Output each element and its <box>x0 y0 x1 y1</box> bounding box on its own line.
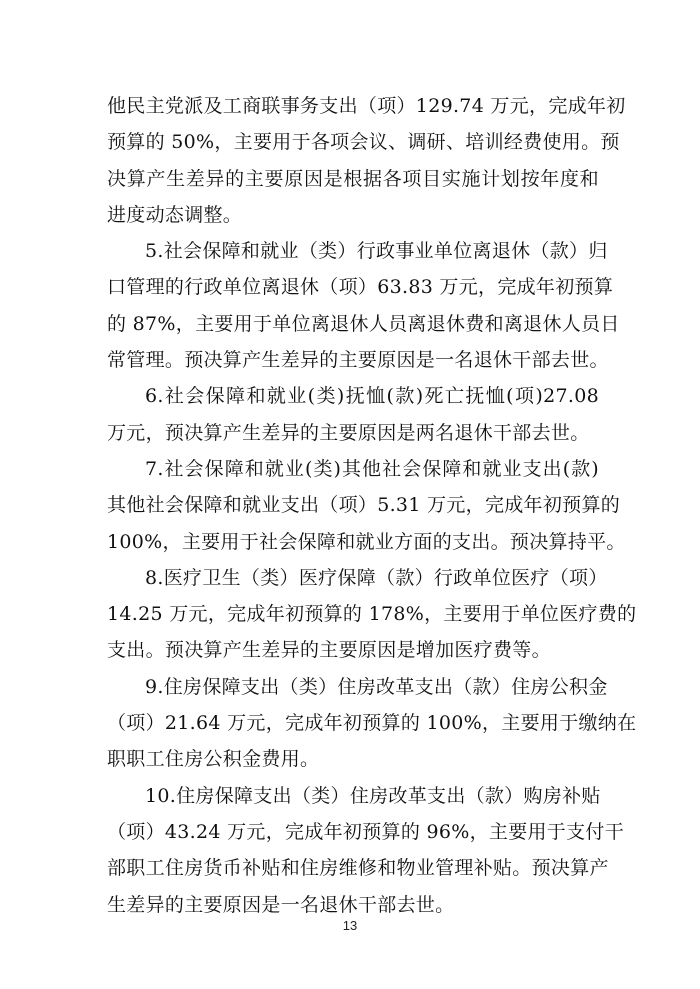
text-line: 7.社会保障和就业(类)其他社会保障和就业支出(款) <box>145 457 599 480</box>
paragraph-item-10 <box>107 778 625 923</box>
text-line: 预算的 50%，主要用于各项会议、调研、培训经费使用。预 <box>107 131 620 154</box>
text-line: 生差异的主要原因是一名退休干部去世。 <box>107 893 455 916</box>
paragraph-item-7 <box>107 451 626 560</box>
text-line: 的 87%，主要用于单位离退休人员离退休费和离退休人员日 <box>107 312 620 335</box>
text-line: 9.住房保障支出（类）住房改革支出（款）住房公积金 <box>145 675 608 698</box>
text-line: 口管理的行政单位离退休（项）63.83 万元，完成年初预算 <box>107 276 614 299</box>
text-line: 常管理。预决算产生差异的主要原因是一名退休干部去世。 <box>107 349 609 372</box>
page-number: 13 <box>342 918 358 933</box>
text-line: 100%，主要用于社会保障和就业方面的支出。预决算持平。 <box>107 530 626 553</box>
text-line: 14.25 万元，完成年初预算的 178%，主要用于单位医疗费的 <box>107 603 637 626</box>
text-line: 10.住房保障支出（类）住房改革支出（款）购房补贴 <box>145 784 601 807</box>
paragraph-item-5 <box>107 233 620 378</box>
body-text <box>107 88 637 923</box>
text-line: 5.社会保障和就业（类）行政事业单位离退休（款）归 <box>145 240 608 263</box>
text-line: 6.社会保障和就业(类)抚恤(款)死亡抚恤(项)27.08 <box>145 385 599 408</box>
text-line: （项）21.64 万元，完成年初预算的 100%，主要用于缴纳在 <box>107 712 637 735</box>
text-line: 万元，预决算产生差异的主要原因是两名退休干部去世。 <box>107 421 590 444</box>
text-line: 职职工住房公积金费用。 <box>107 748 320 771</box>
text-line: 进度动态调整。 <box>107 203 243 226</box>
paragraph-item-6 <box>107 378 599 451</box>
paragraph-item-8 <box>107 560 637 669</box>
paragraph-item-9 <box>107 669 637 778</box>
paragraph-continued <box>107 88 626 233</box>
text-line: 决算产生差异的主要原因是根据各项目实施计划按年度和 <box>107 167 599 190</box>
text-line: 其他社会保障和就业支出（项）5.31 万元，完成年初预算的 <box>107 494 621 517</box>
text-line: （项）43.24 万元，完成年初预算的 96%，主要用于支付干 <box>107 820 625 843</box>
text-line: 他民主党派及工商联事务支出（项）129.74 万元，完成年初 <box>107 95 626 117</box>
text-line: 部职工住房货币补贴和住房维修和物业管理补贴。预决算产 <box>107 857 609 880</box>
text-line: 支出。预决算产生差异的主要原因是增加医疗费等。 <box>107 639 551 662</box>
text-line: 8.医疗卫生（类）医疗保障（款）行政单位医疗（项） <box>145 566 608 589</box>
